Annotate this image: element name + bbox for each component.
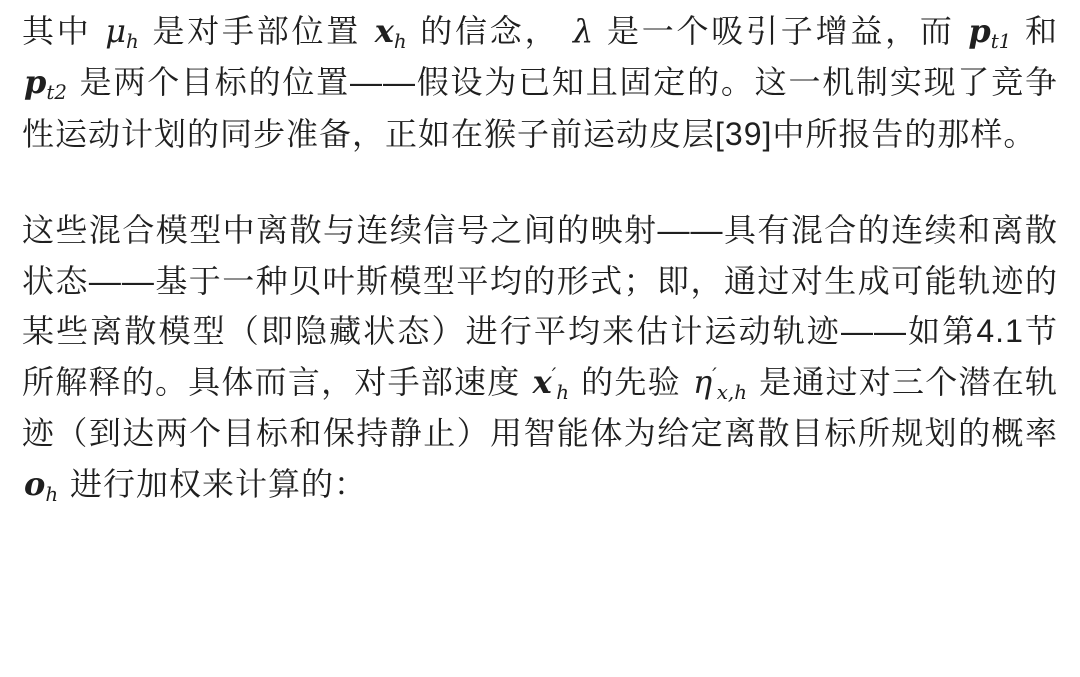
text-run: 这些混合模型中离散与连续信号之间的映射——具有混合的连续和离散状态——基于一种贝叶斯模型平均的形式；即，通过对生成可能轨迹的某些离散模型（即隐藏状态）进行平均来估计运动轨迹——如第4.1节所解释的。具体而言，对手部速度 xyxy=(22,212,1058,400)
text-run: 是一个吸引子增益，而 xyxy=(595,13,967,49)
math-inline xyxy=(571,12,595,50)
math-symbol: x xyxy=(532,362,552,401)
math-inline xyxy=(22,464,60,506)
text-run: 是两个目标的位置——假设为已知且固定的。这一机制实现了竞争性运动计划的同步准备，正如在猴子前运动皮层[39]中所报告的那样。 xyxy=(22,64,1058,152)
math-subscript: h xyxy=(45,482,59,506)
math-inline xyxy=(373,12,409,53)
text-run: 和 xyxy=(1013,13,1058,49)
math-subscript: t2 xyxy=(46,81,67,105)
text-run: 的先验 xyxy=(571,363,692,400)
math-prime: ′ xyxy=(712,363,717,387)
math-symbol: o xyxy=(24,464,46,503)
math-symbol: p xyxy=(968,12,991,50)
math-subscript: h xyxy=(556,380,570,404)
text-run: 是通过对三个潜在轨迹（到达两个目标和保持静止）用智能体为给定离散目标所规划的概率 xyxy=(22,363,1058,452)
math-subscript: h xyxy=(393,29,407,53)
text-run: 是对手部位置 xyxy=(140,13,373,49)
paragraph xyxy=(22,6,1058,159)
math-prime: ′ xyxy=(551,363,557,387)
paragraph xyxy=(22,205,1058,510)
text-run: 其中 xyxy=(22,13,104,49)
math-subscript: t1 xyxy=(990,29,1012,53)
math-symbol: λ xyxy=(573,12,594,50)
math-inline xyxy=(691,362,749,404)
text-run: 的信念， xyxy=(408,13,571,49)
math-inline xyxy=(966,12,1013,53)
math-inline xyxy=(22,63,69,105)
math-symbol: η xyxy=(693,362,713,401)
math-symbol: p xyxy=(24,63,47,102)
math-subscript: x,h xyxy=(716,380,747,404)
text-run: 进行加权来计算的： xyxy=(60,465,368,502)
math-subscript: h xyxy=(126,29,139,53)
math-symbol: x xyxy=(374,12,394,50)
math-symbol: μ xyxy=(105,12,126,50)
math-inline xyxy=(531,362,571,404)
math-inline xyxy=(103,12,141,53)
